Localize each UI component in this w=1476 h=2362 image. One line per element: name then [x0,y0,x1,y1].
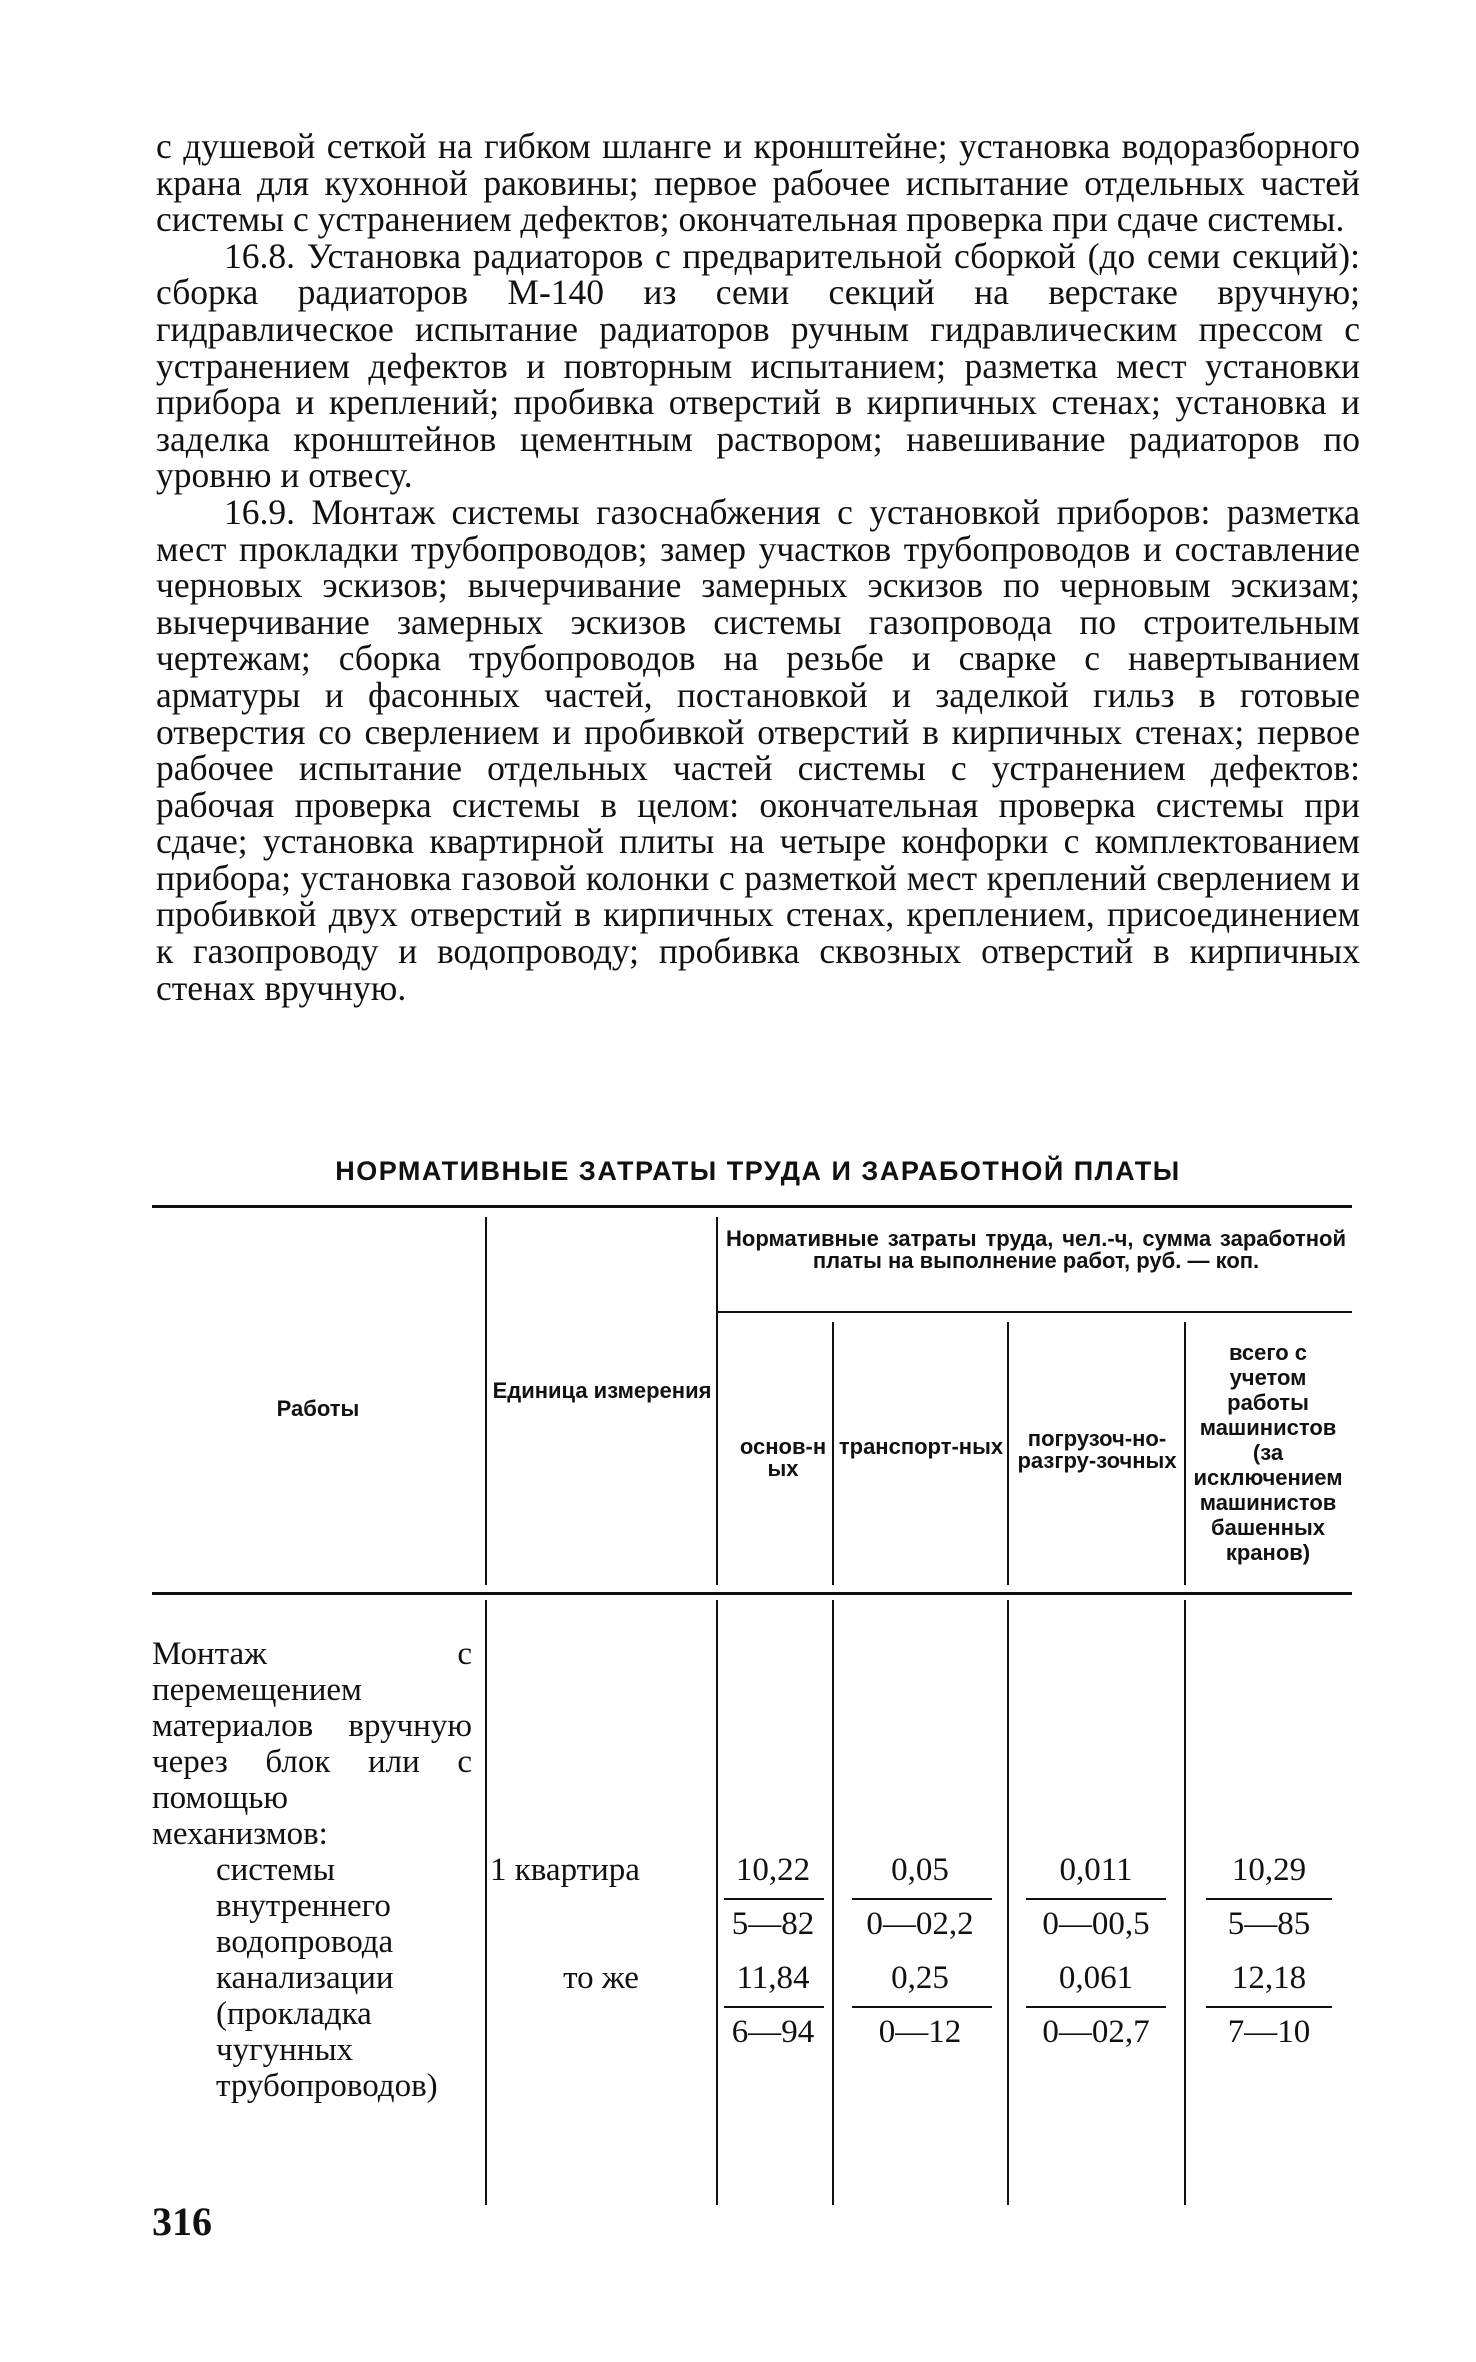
header-works: Работы [276,1396,360,1421]
row-2-total-fraction-line [1206,2006,1332,2008]
row-2-unit: то же [563,1960,639,1996]
row-1-unit: 1 квартира [490,1852,640,1888]
row-2-main-labor: 11,84 [736,1960,810,1996]
row-2-loading-fraction-line [1026,2006,1166,2008]
col-rule-main [832,1322,834,1585]
paragraph-16-8: 16.8. Установка радиаторов с предварительной сборкой (до семи секций): сборка радиаторов М-140 из семи секций на верстаке вручную; гидравлическое испытание радиаторов ручным гидравлическим прессом с устранением дефектов и повторным испытанием; разметка мест установки прибора и креплений; пробивка отверстий в кирпичных стенах; установка и заделка кронштейнов цементным раствором; навешивание радиаторов по уровню и отвесу. [156,235,1360,496]
row-2-total-pay: 7—10 [1227,2014,1311,2050]
col-rule-unit-body [716,1600,718,2205]
header-total: всего с учетом работы машинистов (за исключением машинистов башенных кранов) [1193,1340,1343,1565]
header-bottom-rule [152,1592,1352,1595]
col-rule-loading-body [1184,1600,1186,2205]
row-1-loading-fraction-line [1026,1898,1166,1900]
row-2-loading-labor: 0,061 [1058,1960,1134,1996]
col-rule-loading [1184,1322,1186,1585]
col-rule-transport [1007,1322,1009,1585]
paragraph: с душевой сеткой на гибком шланге и кронштейне; установка водоразборного крана для кухонной раковины; первое рабочее испытание отдельных частей системы с устранением дефектов; окончательная проверка при сдаче системы. [156,126,1360,240]
row-1-main-labor: 10,22 [735,1852,811,1888]
header-loading: погрузоч-но-разгру-зочных [1017,1426,1177,1473]
row-1-total-labor: 10,29 [1231,1852,1307,1888]
body-text [156,128,1360,1006]
row-2-transport-labor: 0,25 [891,1960,949,1996]
row-1-transport-pay: 0—02,2 [866,1906,974,1942]
row-1-work: системы внутреннего водопровода [216,1852,394,1960]
page-number: 316 [152,2199,212,2244]
col-rule-works-body [485,1600,487,2205]
row-2-transport-pay: 0—12 [878,2014,962,2050]
paragraph-16-9: 16.9. Монтаж системы газоснабжения с установкой приборов: разметка мест прокладки трубопроводов; замер участков трубопроводов и составление черновых эскизов; вычерчивание замерных эскизов по черновым эскизам; вычерчивание замерных эскизов системы газопровода по строительным чертежам; сборка трубопроводов на резьбе и сварке с навертыванием арматуры и фасонных частей, постановкой и заделкой гильз в готовые отверстия со сверлением и пробивкой отверстий в кирпичных стенах; первое рабочее испытание отдельных частей системы с устранением дефектов: рабочая проверка системы в целом: окончательная проверка системы при сдаче; установка квартирной плиты на четыре конфорки с комплектованием прибора; установка газовой колонки с разметкой мест креплений сверлением и пробивкой двух отверстий в кирпичных стенах, креплением, присоединением к газопроводу и водопроводу; пробивка сквозных отверстий в кирпичных стенах вручную. [156,491,1360,1008]
col-rule-works [485,1217,487,1585]
row-1-loading-pay: 0—00,5 [1042,1906,1150,1942]
row-1-total-pay: 5—85 [1227,1906,1311,1942]
col-rule-main-body [832,1600,834,2205]
header-transport: транспорт-ных [838,1434,1004,1459]
row-1-total-fraction-line [1206,1898,1332,1900]
table-title: НОРМАТИВНЫЕ ЗАТРАТЫ ТРУДА И ЗАРАБОТНОЙ ПЛАТЫ [335,1156,1181,1186]
row-2-work: канализации (прокладка чугунных трубопроводов) [216,1960,438,2104]
row-2-transport-fraction-line [852,2006,992,2008]
col-rule-unit [716,1217,718,1585]
row-1-transport-fraction-line [852,1898,992,1900]
group-description: Монтаж с перемещением материалов вручную через блок или с помощью механизмов: [152,1636,472,1852]
row-2-total-labor: 12,18 [1231,1960,1307,1996]
row-2-main-pay: 6—94 [731,2014,815,2050]
col-rule-transport-body [1007,1600,1009,2205]
row-2-loading-pay: 0—02,7 [1042,2014,1150,2050]
row-1-loading-labor: 0,011 [1059,1852,1133,1888]
header-norm: Нормативные затраты труда, чел.-ч, сумма заработной платы на выполнение работ, руб. — коп. [726,1226,1346,1273]
row-1-main-pay: 5—82 [731,1906,815,1942]
row-1-transport-labor: 0,05 [891,1852,949,1888]
header-unit: Единица измерения [492,1378,712,1403]
row-1-main-fraction-line [724,1898,824,1900]
header-main: основ-ных [739,1434,827,1481]
norm-header-rule [716,1311,1352,1313]
table-top-rule [152,1205,1352,1208]
row-2-main-fraction-line [724,2006,824,2008]
